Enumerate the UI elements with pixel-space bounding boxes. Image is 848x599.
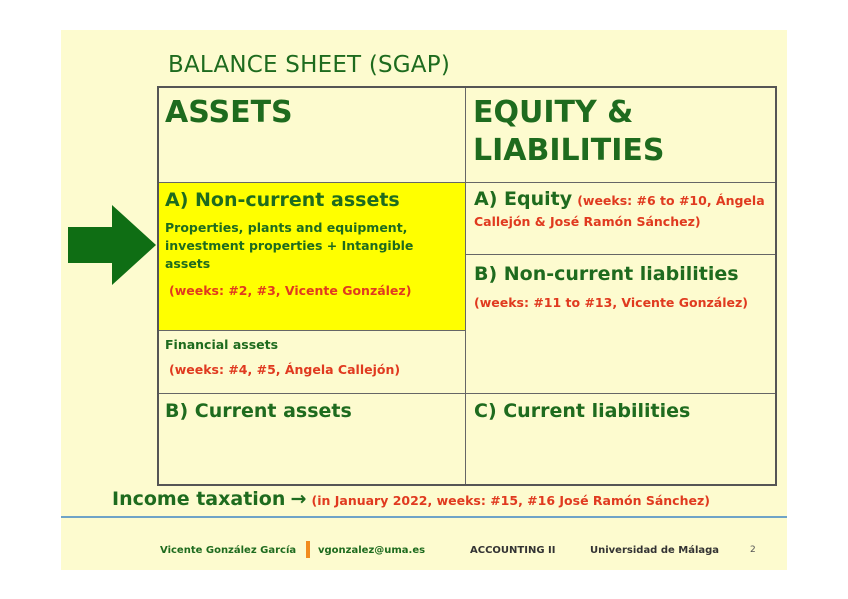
right-arrow-icon: [68, 205, 156, 285]
income-taxation-note: (in January 2022, weeks: #15, #16 José Ramón Sánchez): [311, 493, 710, 508]
balance-sheet-table: [157, 86, 777, 486]
slide-title: BALANCE SHEET (SGAP): [168, 52, 450, 78]
equity-liabilities-heading-cell: [473, 94, 665, 170]
row-divider-current: [159, 393, 775, 394]
equity-liabilities-heading-line2: LIABILITIES: [473, 133, 665, 168]
footer-course: ACCOUNTING II: [470, 545, 556, 556]
footer-email: vgonzalez@uma.es: [318, 545, 426, 556]
footer-author: Vicente González García: [160, 545, 297, 556]
financial-assets-weeks: (weeks: #4, #5, Ángela Callejón): [169, 362, 401, 377]
non-current-liabilities-weeks: (weeks: #11 to #13, Vicente González): [474, 295, 748, 310]
current-assets-cell: [165, 400, 352, 422]
assets-heading-cell: [165, 94, 293, 132]
non-current-assets-items: Properties, plants and equipment, investment properties + Intangible assets: [165, 220, 414, 271]
non-current-assets-cell: [159, 183, 465, 330]
equity-cell: [467, 183, 775, 255]
current-liabilities-label: C) Current liabilities: [474, 400, 691, 422]
equity-label: A) Equity: [474, 188, 573, 210]
non-current-liabilities-cell: [467, 255, 775, 393]
income-taxation-line: [112, 488, 710, 510]
column-divider: [465, 88, 466, 484]
equity-liabilities-heading-line1: EQUITY &: [473, 95, 634, 130]
financial-assets-cell: [159, 331, 465, 393]
non-current-assets-label: A) Non-current assets: [165, 189, 400, 211]
income-taxation-label: Income taxation: [112, 488, 286, 510]
equity-text: [474, 189, 775, 232]
assets-heading: ASSETS: [165, 95, 293, 130]
non-current-liabilities-label: B) Non-current liabilities: [474, 263, 739, 285]
income-arrow-icon: →: [290, 488, 307, 510]
current-assets-label: B) Current assets: [165, 400, 352, 422]
current-liabilities-cell: [474, 400, 690, 422]
non-current-assets-weeks: (weeks: #2, #3, Vicente González): [169, 283, 412, 298]
footer-divider: [61, 516, 787, 518]
footer-university: Universidad de Málaga: [590, 545, 720, 556]
financial-assets-label: Financial assets: [165, 337, 279, 352]
footer-separator: [306, 541, 310, 558]
equity-weeks: (weeks: #6 to #10, Ángela Callejón & José Ramón Sánchez): [474, 193, 765, 229]
page-number: 2: [750, 545, 756, 555]
